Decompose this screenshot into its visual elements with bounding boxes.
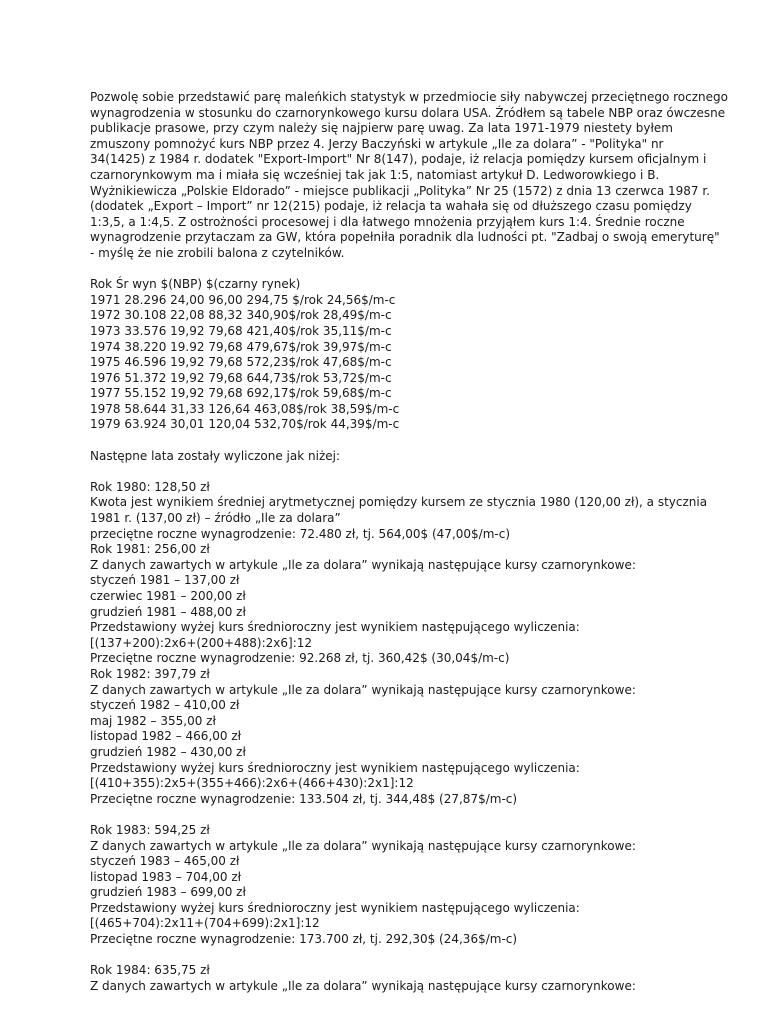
intro-line: Pozwolę sobie przedstawić parę maleńkich statystyk w przedmiocie siły nabywczej przeciętnego rocznego <box>90 90 728 104</box>
block-1984 <box>90 963 690 994</box>
table-header: Rok Śr wyn $(NBP) $(czarny rynek) <box>90 277 301 292</box>
table-row: 1975 46.596 19,92 79,68 572,23$/rok 47,68$/m-c <box>90 355 392 370</box>
text-line: czerwiec 1981 – 200,00 zł <box>90 589 246 603</box>
intro-line: Wyżnikiewicza „Polskie Eldorado” - miejsce publikacji „Polityka” Nr 25 (1572) z dnia 13 czerwca 1987 r. <box>90 183 710 198</box>
text-line: [(137+200):2x6+(200+488):2x6]:12 <box>90 635 313 650</box>
intro-line: wynagrodzenie przytaczam za GW, która popełniła poradnik dla ludności pt. "Zadbaj o swoją emeryturę" <box>90 230 720 245</box>
spacer <box>90 464 690 480</box>
text-line: styczeń 1982 – 410,00 zł <box>90 698 240 713</box>
text-line: maj 1982 – 355,00 zł <box>90 713 216 728</box>
text-line: Kwota jest wynikiem średniej arytmetycznej pomiędzy kursem ze stycznia 1980 (120,00 zł), a stycznia <box>90 495 708 510</box>
text-line: styczeń 1981 – 137,00 zł <box>90 573 240 588</box>
table-row: 1977 55.152 19,92 79,68 692,17$/rok 59,68$/m-c <box>90 386 392 401</box>
document-page <box>90 90 728 994</box>
text-line: grudzień 1981 – 488,00 zł <box>90 604 246 619</box>
block-1980-1982 <box>90 479 708 807</box>
text-line: Przedstawiony wyżej kurs średnioroczny jest wynikiem następującego wyliczenia: <box>90 620 580 635</box>
text-line: grudzień 1983 – 699,00 zł <box>90 885 246 900</box>
text-line: grudzień 1982 – 430,00 zł <box>90 744 246 759</box>
intro-line: czarnorynkowym ma i miała się wcześniej tak jak 1:5, natomiast artykuł D. Ledworowkiego i B. <box>90 167 660 182</box>
spacer <box>90 262 690 278</box>
rates-table <box>90 277 690 433</box>
text-line: Przedstawiony wyżej kurs średnioroczny jest wynikiem następującego wyliczenia: <box>90 900 580 915</box>
text-line: Rok 1984: 635,75 zł <box>90 963 210 978</box>
table-row: 1978 58.644 31,33 126,64 463,08$/rok 38,59$/m-c <box>90 401 400 416</box>
text-line: Przedstawiony wyżej kurs średnioroczny jest wynikiem następującego wyliczenia: <box>90 760 580 775</box>
text-line: Przeciętne roczne wynagrodzenie: 133.504 zł, tj. 344,48$ (27,87$/m-c) <box>90 791 518 806</box>
table-row: 1973 33.576 19,92 79,68 421,40$/rok 35,11$/m-c <box>90 323 392 338</box>
text-line: Rok 1981: 256,00 zł <box>90 542 210 557</box>
spacer <box>90 807 690 823</box>
text-line: [(465+704):2x11+(704+699):2x1]:12 <box>90 916 320 931</box>
intro-line: - myślę że nie zrobili balona z czytelników. <box>90 245 345 260</box>
text-line: Rok 1983: 594,25 zł <box>90 822 210 837</box>
block-1983 <box>90 823 690 948</box>
text-line: przeciętne roczne wynagrodzenie: 72.480 zł, tj. 564,00$ (47,00$/m-c) <box>90 526 511 541</box>
text-line: listopad 1983 – 704,00 zł <box>90 869 242 884</box>
text-line: Z danych zawartych w artykule „Ile za dolara” wynikają następujące kursy czarnorynkowe: <box>90 978 636 993</box>
text-line: Przeciętne roczne wynagrodzenie: 92.268 zł, tj. 360,42$ (30,04$/m-c) <box>90 651 510 666</box>
table-row: 1974 38.220 19.92 79,68 479,67$/rok 39,97$/m-c <box>90 339 392 354</box>
intro-line: wynagrodzenia w stosunku do czarnorynkowego kursu dolara USA. Źródłem są tabele NBP oraz ówczesne <box>90 105 726 120</box>
text-line: Z danych zawartych w artykule „Ile za dolara” wynikają następujące kursy czarnorynkowe: <box>90 838 636 853</box>
intro-line: publikacje prasowe, przy czym należy się najpierw parę uwag. Za lata 1971-1979 niestety byłem <box>90 121 673 136</box>
text-line: Z danych zawartych w artykule „Ile za dolara” wynikają następujące kursy czarnorynkowe: <box>90 557 636 572</box>
text-line: listopad 1982 – 466,00 zł <box>90 729 242 744</box>
intro-paragraph <box>90 90 728 262</box>
spacer <box>90 948 690 964</box>
intro-line: 34(1425) z 1984 r. dodatek "Export-Import" Nr 8(147), podaje, iż relacja pomiędzy kursem oficjalnym i <box>90 152 707 167</box>
table-row: 1976 51.372 19,92 79,68 644,73$/rok 53,72$/m-c <box>90 370 392 385</box>
table-row: 1971 28.296 24,00 96,00 294,75 $/rok 24,56$/m-c <box>90 292 396 307</box>
spacer <box>90 433 690 449</box>
intro-line: zmuszony pomnożyć kurs NBP przez 4. Jerzy Baczyński w artykule „Ile za dolara” - "Polityka" nr <box>90 136 664 151</box>
text-line: 1981 r. (137,00 zł) – źródło „Ile za dolara” <box>90 511 341 526</box>
intro-line: (dodatek „Export – Import” nr 12(215) podaje, iż relacja ta wahała się od dłuższego czasu pomiędzy <box>90 199 692 214</box>
intro-line: 1:3,5, a 1:4,5. Z ostrożności procesowej i dla łatwego mnożenia przyjąłem kurs 1:4. Średnie roczne <box>90 214 685 229</box>
text-line: Rok 1980: 128,50 zł <box>90 479 210 494</box>
next-years-intro: Następne lata zostały wyliczone jak niżej: <box>90 448 341 463</box>
text-line: [(410+355):2x5+(355+466):2x6+(466+430):2x1]:12 <box>90 776 414 791</box>
table-row: 1979 63.924 30,01 120,04 532,70$/rok 44,39$/m-c <box>90 417 400 432</box>
table-row: 1972 30.108 22,08 88,32 340,90$/rok 28,49$/m-c <box>90 308 392 323</box>
text-line: styczeń 1983 – 465,00 zł <box>90 854 240 869</box>
text-line: Rok 1982: 397,79 zł <box>90 666 210 681</box>
text-line: Z danych zawartych w artykule „Ile za dolara” wynikają następujące kursy czarnorynkowe: <box>90 682 636 697</box>
text-line: Przeciętne roczne wynagrodzenie: 173.700 zł, tj. 292,30$ (24,36$/m-c) <box>90 932 518 947</box>
